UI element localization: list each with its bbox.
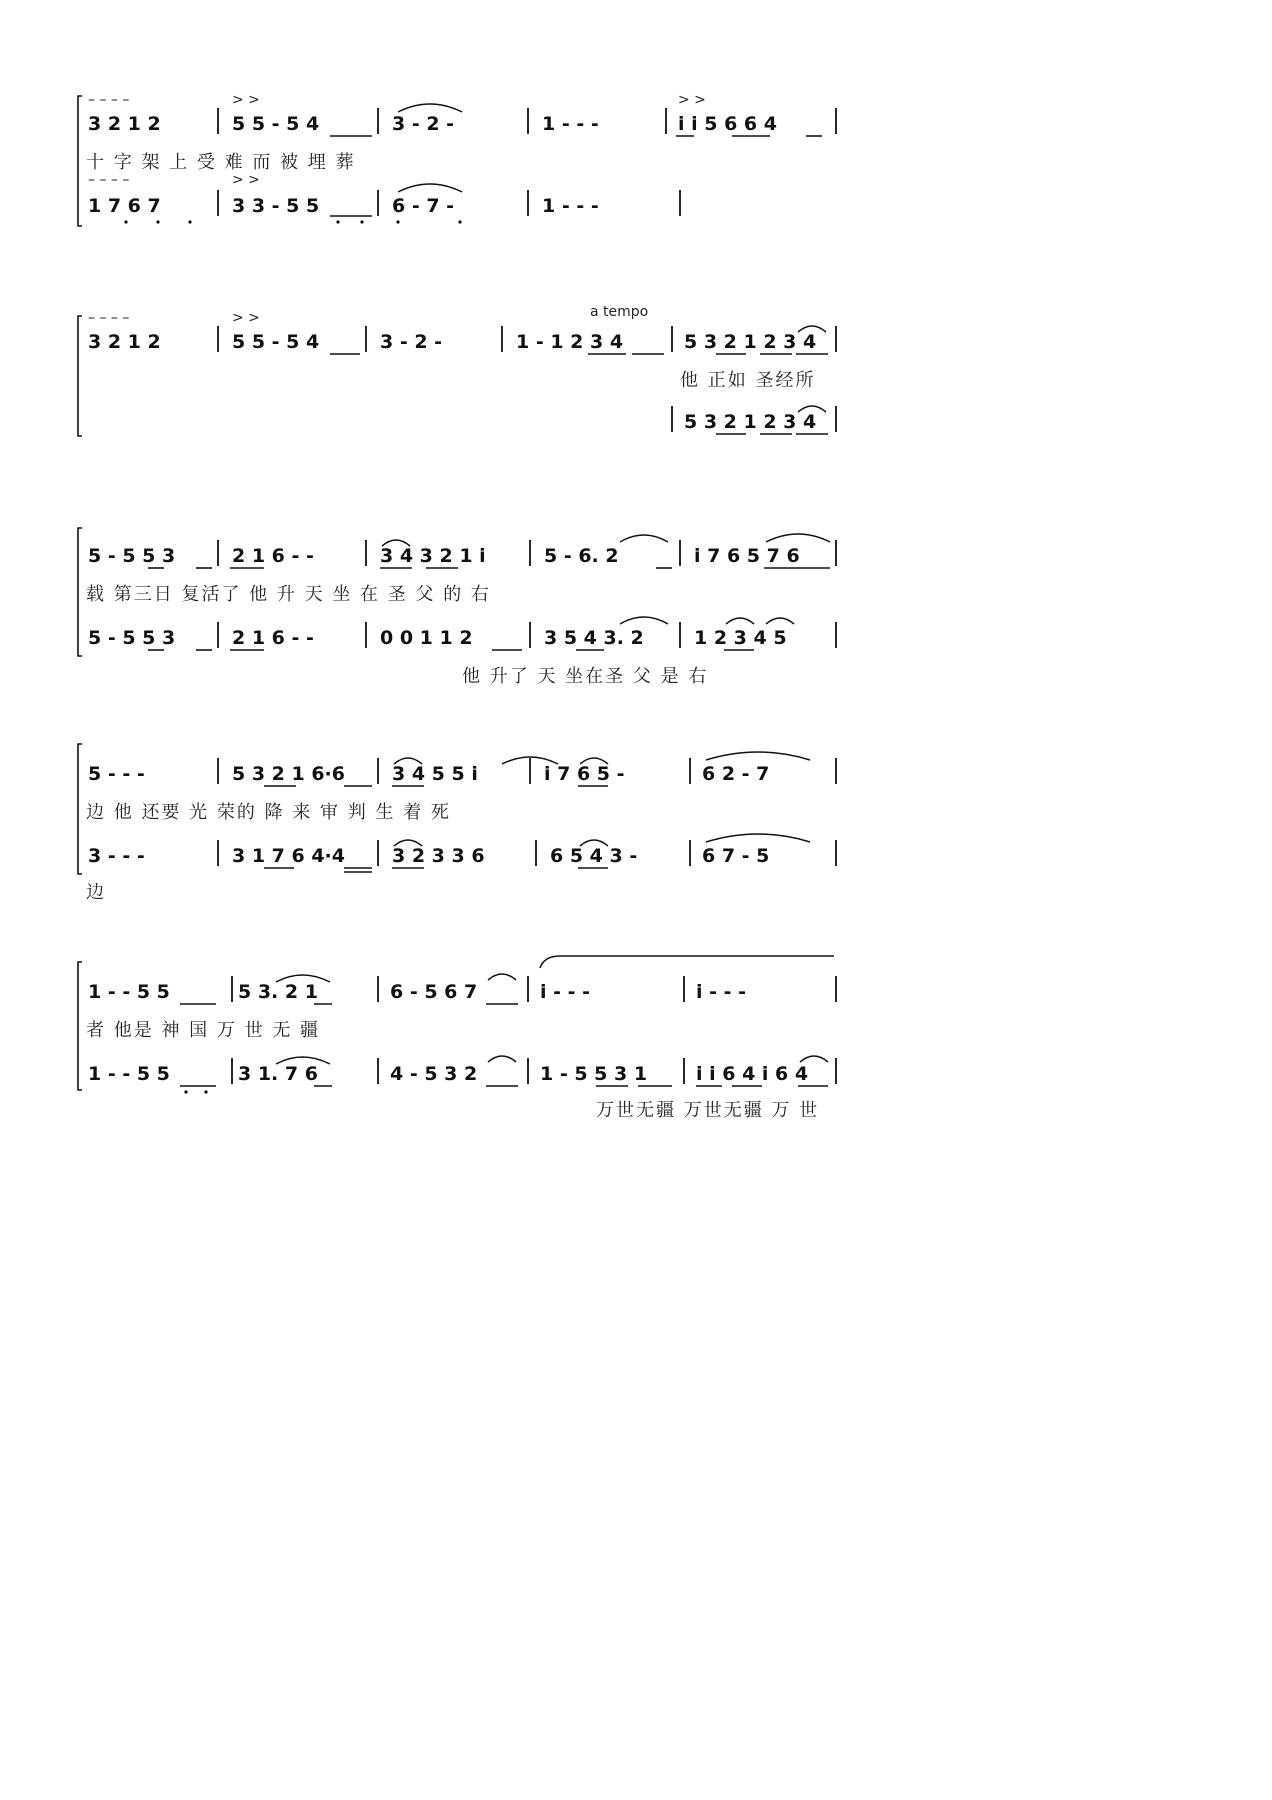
tie-slur <box>398 104 462 112</box>
s5-v2-bar3: 4 - 5 3 2 <box>390 1063 478 1085</box>
system-5 <box>78 956 836 1121</box>
system-2 <box>78 304 836 436</box>
s5-v1-bar2: 5 3. 2 1 <box>238 981 318 1003</box>
voice1-line <box>88 310 836 354</box>
s5-lyric2: 万世无疆 万世无疆 万 世 <box>596 1100 820 1121</box>
s2-v1-bar2: 5 5 - 5 4 <box>232 331 320 353</box>
svg-text:> >: > > <box>232 172 260 188</box>
tie-slur <box>488 974 516 980</box>
svg-text:– – – –: – – – – <box>88 310 130 326</box>
s5-v1-bar1: 1 - - 5 5 <box>88 981 170 1003</box>
s1-v2-bar3: 6 - 7 - <box>392 195 455 217</box>
s1-v2-bar2: 3 3 - 5 5 <box>232 195 320 217</box>
svg-text:> >: > > <box>678 92 706 108</box>
s5-v2-bar1: 1 - - 5 5 <box>88 1063 170 1085</box>
s4-lyric1: 边 他 还要 光 荣的 降 来 审 判 生 着 死 <box>86 802 451 823</box>
s3-v2-bar1: 5 - 5 5 3 <box>88 627 176 649</box>
tie-slur <box>620 535 668 542</box>
s2-v1-bar3: 3 - 2 - <box>380 331 443 353</box>
s4-v2-bar5: 6 7 - 5 <box>702 845 770 867</box>
system-brace <box>78 528 82 656</box>
tie-slur <box>726 618 754 624</box>
s1-v1-bar3: 3 - 2 - <box>392 113 455 135</box>
tie-slur <box>766 534 830 542</box>
s3-v1-bar4: 5 - 6. 2 <box>544 545 619 567</box>
system-1 <box>78 92 836 226</box>
system-brace <box>78 744 82 874</box>
s2-v1-bar4: 1 - 1 2 3 4 <box>516 331 624 353</box>
s1-lyric1: 十 字 架 上 受 难 而 被 埋 葬 <box>86 152 356 173</box>
voice1-line <box>88 752 836 786</box>
voice2-line <box>88 1056 836 1094</box>
s3-v2-bar3: 0 0 1 1 2 <box>380 627 473 649</box>
voice2-line <box>88 172 680 224</box>
voice2-line <box>88 617 836 650</box>
svg-text:> >: > > <box>232 92 260 108</box>
s5-v1-bar5: i - - - <box>696 981 747 1003</box>
s2-lyric1: 他 正如 圣经所 <box>680 370 816 391</box>
s5-v2-bar4: 1 - 5 5 3 1 <box>540 1063 648 1085</box>
tie-slur <box>766 618 794 624</box>
s3-lyric1: 载 第三日 复活了 他 升 天 坐 在 圣 父 的 右 <box>86 584 491 605</box>
s5-v1-bar4: i - - - <box>540 981 591 1003</box>
voice2-line <box>672 406 836 434</box>
voice1-line <box>88 956 836 1004</box>
s4-lyric2: 边 <box>86 882 106 903</box>
s1-v1-bar2: 5 5 - 5 4 <box>232 113 320 135</box>
s2-v2-bar1: 5 3 2 1 2 3 4 <box>684 411 817 433</box>
s4-v1-bar2: 5 3 2 1 6·6 <box>232 763 345 785</box>
system-brace <box>78 962 82 1090</box>
s1-v2-bar1: 1 7 6 7 <box>88 195 161 217</box>
tie-slur <box>488 1056 516 1062</box>
s4-v1-bar5: 6 2 - 7 <box>702 763 770 785</box>
tie-slur <box>706 834 810 842</box>
s1-v1-bar1: 3 2 1 2 <box>88 113 161 135</box>
s3-v1-bar1: 5 - 5 5 3 <box>88 545 176 567</box>
s5-lyric1: 者 他是 神 国 万 世 无 疆 <box>86 1020 321 1041</box>
svg-text:– – – –: – – – – <box>88 92 130 108</box>
s3-v1-bar2: 2 1 6 - - <box>232 545 314 567</box>
s3-v1-bar5: i 7 6 5 7 6 <box>694 545 800 567</box>
s3-v2-bar4: 3 5 4 3. 2 <box>544 627 644 649</box>
tie-slur <box>800 1056 828 1062</box>
s1-v1-bar5: i i 5 6 6 4 <box>678 113 777 135</box>
voice2-line <box>88 834 836 872</box>
svg-text:> >: > > <box>232 310 260 326</box>
s4-v1-bar4: i 7 6 5 - <box>544 763 625 785</box>
tie-slur <box>540 956 834 968</box>
s2-v1-bar1: 3 2 1 2 <box>88 331 161 353</box>
s1-v2-bar4: 1 - - - <box>542 195 599 217</box>
tie-slur <box>620 617 668 624</box>
s5-v1-bar3: 6 - 5 6 7 <box>390 981 478 1003</box>
s3-v2-bar5: 1 2 3 4 5 <box>694 627 787 649</box>
s5-v2-bar5: i i 6 4 i 6 4 <box>696 1063 809 1085</box>
s3-v2-bar2: 2 1 6 - - <box>232 627 314 649</box>
s3-v1-bar3: 3 4 3 2 1 i <box>380 545 486 567</box>
system-4 <box>78 744 836 903</box>
tie-slur <box>398 184 462 192</box>
s3-lyric2: 他 升了 天 坐在圣 父 是 右 <box>462 666 709 687</box>
voice1-line <box>88 92 836 136</box>
s4-v2-bar2: 3 1 7 6 4·4 <box>232 845 345 867</box>
system-brace <box>78 96 82 226</box>
s1-v1-bar4: 1 - - - <box>542 113 599 135</box>
tempo-marking: a tempo <box>590 304 649 320</box>
s2-v1-bar5: 5 3 2 1 2 3 4 <box>684 331 817 353</box>
s4-v1-bar3: 3 4 5 5 i <box>392 763 478 785</box>
system-3 <box>78 528 836 687</box>
s5-v2-bar2: 3 1. 7 6 <box>238 1063 318 1085</box>
s4-v2-bar1: 3 - - - <box>88 845 145 867</box>
system-brace <box>78 316 82 436</box>
s4-v2-bar4: 6 5 4 3 - <box>550 845 638 867</box>
s4-v1-bar1: 5 - - - <box>88 763 145 785</box>
voice1-line <box>88 534 836 568</box>
tie-slur <box>706 752 810 760</box>
s4-v2-bar3: 3 2 3 3 6 <box>392 845 485 867</box>
svg-text:– – – –: – – – – <box>88 172 130 188</box>
